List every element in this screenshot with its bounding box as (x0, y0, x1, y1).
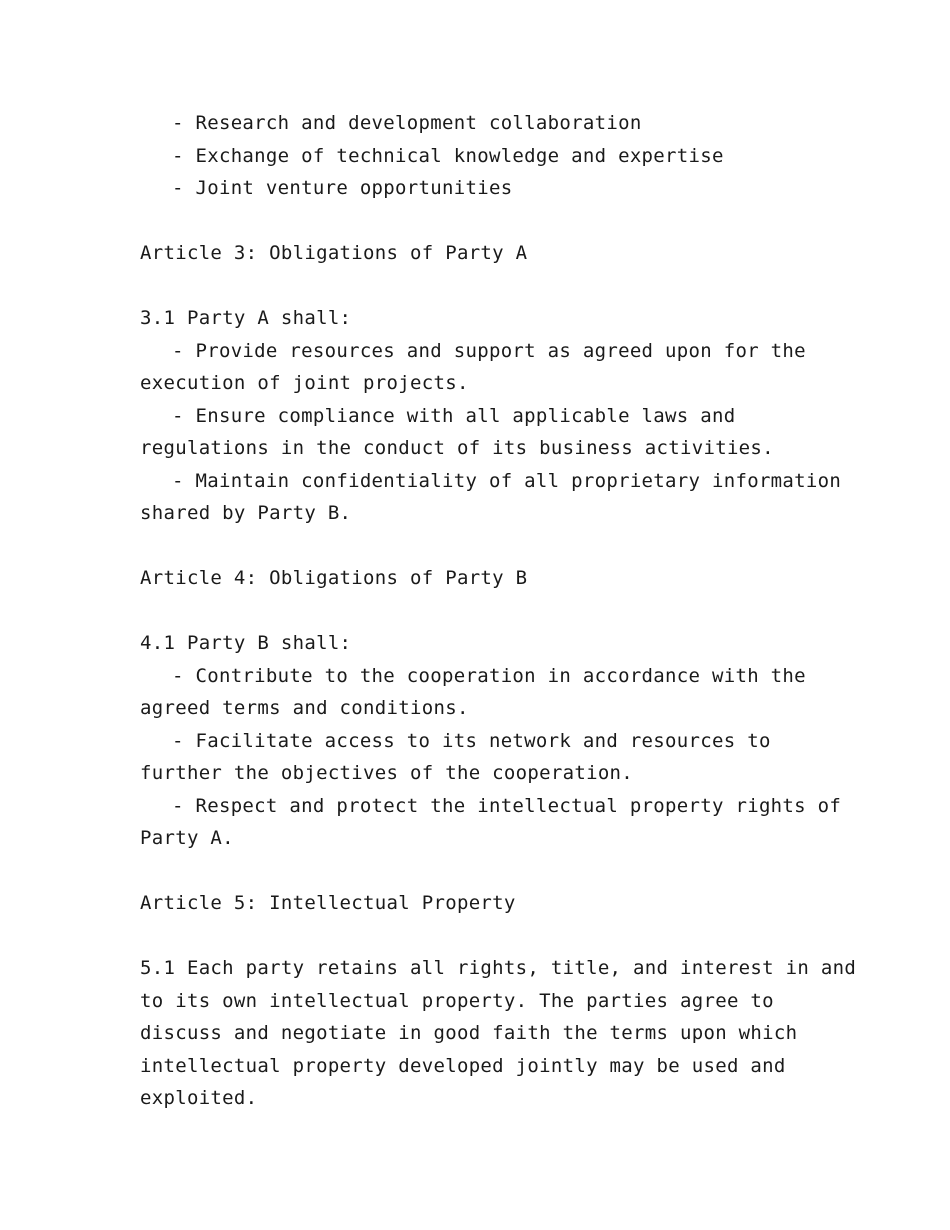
bullet-exchange: - Exchange of technical knowledge and expertise (172, 144, 724, 167)
spacer (140, 855, 840, 888)
spacer (140, 595, 840, 628)
clause-3-1-line: - Maintain confidentiality of all proprietary information (172, 469, 842, 492)
clause-5-1-line: 5.1 Each party retains all rights, title, and interest in and (140, 957, 857, 979)
spacer (140, 920, 840, 953)
clause-5-1-line: discuss and negotiate in good faith the terms upon which (140, 1022, 798, 1044)
clause-4-1-line: further the objectives of the cooperation. (140, 762, 634, 784)
spacer (140, 530, 840, 563)
document-body (140, 107, 857, 1115)
clause-4-1-line: - Respect and protect the intellectual property rights of (172, 794, 842, 817)
clause-3-1-line: execution of joint projects. (140, 372, 469, 394)
clause-4-1-intro: 4.1 Party B shall: (140, 632, 352, 654)
bullet-research: - Research and development collaboration (172, 112, 642, 134)
spacer (140, 270, 840, 303)
clause-4-1-line: - Contribute to the cooperation in accordance with the (172, 664, 806, 687)
clause-4-1-line: agreed terms and conditions. (140, 697, 469, 719)
article-4-heading: Article 4: Obligations of Party B (140, 567, 528, 589)
article-5-heading: Article 5: Intellectual Property (140, 892, 516, 914)
article-3-heading: Article 3: Obligations of Party A (140, 242, 528, 264)
clause-4-1-line: Party A. (140, 827, 234, 849)
clause-3-1-line: regulations in the conduct of its business activities. (140, 437, 774, 459)
clause-3-1-line: - Ensure compliance with all applicable laws and (172, 404, 736, 427)
spacer (140, 205, 840, 238)
bullet-joint-venture: - Joint venture opportunities (172, 177, 513, 199)
clause-3-1-line: shared by Party B. (140, 502, 352, 524)
clause-5-1-line: exploited. (140, 1087, 258, 1109)
clause-5-1-line: intellectual property developed jointly may be used and (140, 1054, 786, 1077)
clause-5-1-line: to its own intellectual property. The parties agree to (140, 989, 774, 1012)
clause-3-1-line: - Provide resources and support as agreed upon for the (172, 339, 806, 362)
clause-4-1-line: - Facilitate access to its network and resources to (172, 729, 771, 752)
clause-3-1-intro: 3.1 Party A shall: (140, 307, 352, 329)
